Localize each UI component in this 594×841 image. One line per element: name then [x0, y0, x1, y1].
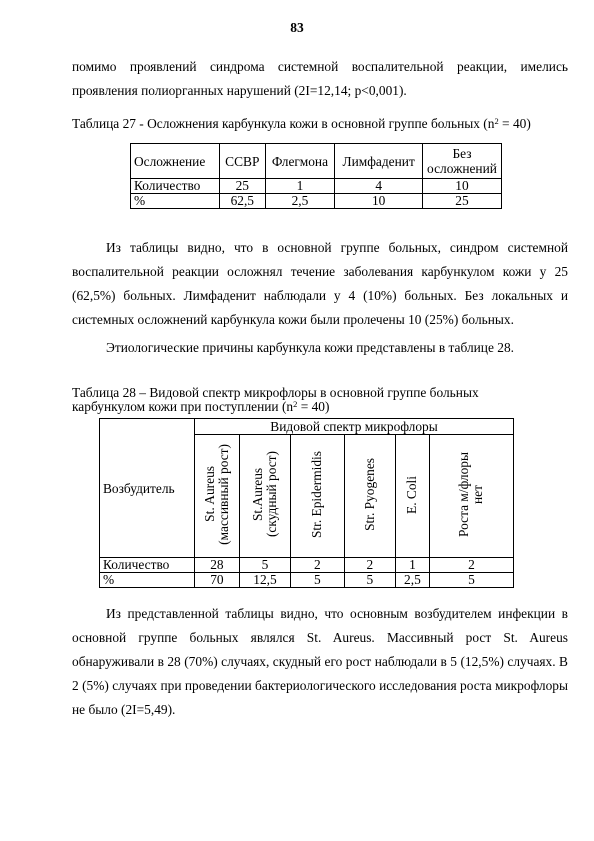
table-28-caption	[72, 386, 479, 414]
table-28-row-header: Возбудитель	[100, 419, 195, 558]
table-28	[99, 418, 514, 588]
table-row	[100, 558, 514, 573]
table-cell: Количество	[100, 558, 195, 573]
table-cell: 28	[195, 558, 240, 573]
table-cell: 25	[220, 179, 266, 194]
table-27-caption	[72, 117, 531, 131]
table-27-caption-sup: 2	[494, 116, 499, 126]
column-label: Роста м/флоры	[456, 452, 472, 537]
table-28-col-header	[344, 435, 395, 558]
table-cell: 2	[344, 558, 395, 573]
table-28-col-header	[195, 435, 240, 558]
table-cell: 12,5	[239, 573, 290, 588]
table-row	[100, 573, 514, 588]
table-cell: 1	[265, 179, 335, 194]
table-27-header-row	[131, 144, 502, 179]
table-cell: 5	[429, 573, 513, 588]
table-cell: 10	[335, 194, 423, 209]
paragraph-2: Из таблицы видно, что в основной группе больных, синдром системной воспалительной реакции осложнял течение заболевания карбункулом кожи у 25 (62,5%) больных. Лимфаденит наблюдали у 4 (10%) больных. Без локальных и системных осложнений карбункула кожи были пролечены 10 (25%) больных.	[72, 240, 568, 327]
table-cell: 2	[291, 558, 345, 573]
table-cell: 1	[395, 558, 429, 573]
table-row	[131, 179, 502, 194]
column-label: E. Coli	[404, 475, 420, 514]
table-cell: 2,5	[395, 573, 429, 588]
table-28-caption-text: карбункулом кожи при поступлении (n	[72, 399, 294, 414]
page-number: 83	[290, 20, 304, 35]
table-28-caption-tail: = 40)	[297, 399, 330, 414]
column-label: Str. Epidermidis	[309, 450, 325, 539]
table-27-caption-text: Таблица 27 - Осложнения карбункула кожи в основной группе больных (n	[72, 116, 495, 131]
table-28-caption-sup: 2	[293, 399, 298, 409]
table-cell: 2,5	[265, 194, 335, 209]
table-28-caption-line-1: Таблица 28 – Видовой спектр микрофлоры в основной группе больных	[72, 385, 479, 400]
table-28-col-header	[395, 435, 429, 558]
table-cell: 5	[344, 573, 395, 588]
table-cell: 70	[195, 573, 240, 588]
table-27-header-cell: Осложнение	[131, 144, 220, 179]
table-cell: %	[100, 573, 195, 588]
table-28-col-header	[291, 435, 345, 558]
table-28-col-header	[239, 435, 290, 558]
table-27-header-cell: Лимфаденит	[335, 144, 423, 179]
table-27-header-cell: ССВР	[220, 144, 266, 179]
table-cell: 25	[423, 194, 502, 209]
table-row	[131, 194, 502, 209]
table-cell: Количество	[131, 179, 220, 194]
table-cell: 5	[291, 573, 345, 588]
column-label: (массивный рост)	[215, 444, 231, 545]
column-label: нет	[470, 485, 486, 504]
column-label: Str. Pyogenes	[361, 458, 377, 531]
paragraph-4: Из представленной таблицы видно, что основным возбудителем инфекции в основной группе больных являлся St. Aureus. Массивный рост St. Aureus обнаруживали в 28 (70%) случаях, скудный его рост наблюдали в 5 (12,5%) случаях. В 2 (5%) случаях при проведении бактериологического исследования роста микрофлоры не было (2I=5,49).	[72, 606, 568, 717]
table-27-caption-tail: = 40)	[498, 116, 531, 131]
paragraph-1: помимо проявлений синдрома системной воспалительной реакции, имелись проявления полиорганных нарушений (2I=12,14; p<0,001).	[72, 59, 568, 98]
table-27-header-cell: Флегмона	[265, 144, 335, 179]
table-28-group-row	[100, 419, 514, 435]
table-cell: 4	[335, 179, 423, 194]
table-27	[130, 143, 502, 209]
table-cell: %	[131, 194, 220, 209]
paragraph-3: Этиологические причины карбункула кожи представлены в таблице 28.	[106, 340, 515, 355]
table-27-header-cell: Без осложнений	[423, 144, 502, 179]
table-28-caption-line-2	[72, 400, 479, 414]
table-cell: 62,5	[220, 194, 266, 209]
table-28-col-header	[429, 435, 513, 558]
table-cell: 5	[239, 558, 290, 573]
column-label: (скудный рост)	[263, 451, 279, 538]
table-28-group-header: Видовой спектр микрофлоры	[195, 419, 514, 435]
table-cell: 10	[423, 179, 502, 194]
column-label: St.Aureus	[249, 467, 265, 522]
column-label: St. Aureus	[201, 466, 217, 523]
table-cell: 2	[429, 558, 513, 573]
